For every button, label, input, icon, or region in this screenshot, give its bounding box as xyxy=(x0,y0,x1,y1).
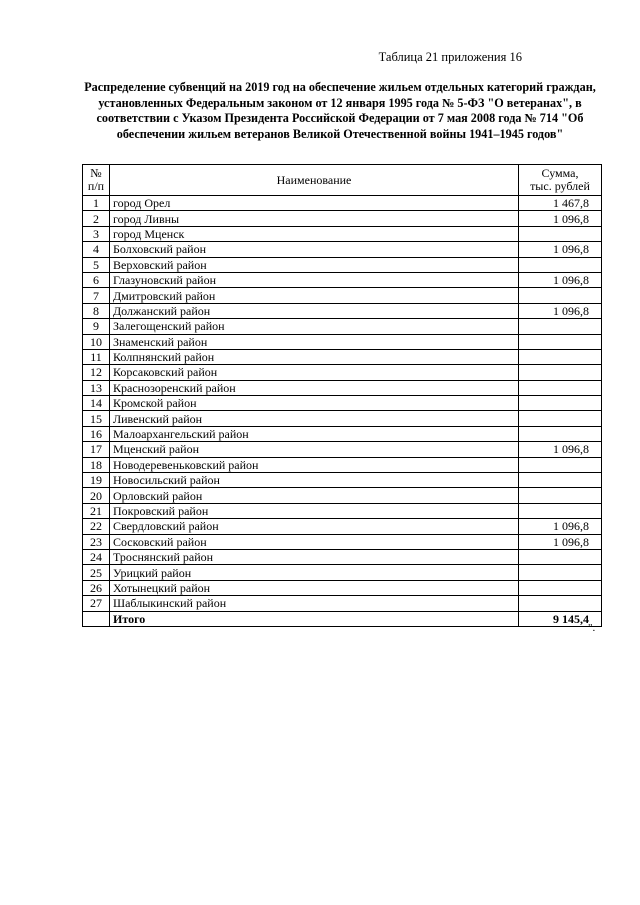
row-name: Краснозоренский район xyxy=(110,380,519,395)
row-sum xyxy=(519,396,602,411)
table-row xyxy=(83,288,602,303)
table-row xyxy=(83,349,602,364)
row-name: город Мценск xyxy=(110,226,519,241)
row-name: город Орел xyxy=(110,196,519,211)
document-title: Распределение субвенций на 2019 год на обеспечение жильем отдельных категорий граждан, установленных Федеральным законом от 12 января 1995 года № 5-ФЗ "О ветеранах", в соответствии с Указом Президента Российской Федерации от 7 мая 2008 года № 714 "Об обеспечении жильем ветеранов Великой Отечественной войны 1941–1945 годов" xyxy=(84,80,596,141)
row-name: Верховский район xyxy=(110,257,519,272)
row-name: Малоархангельский район xyxy=(110,426,519,441)
row-num: 4 xyxy=(83,242,110,257)
row-name: Дмитровский район xyxy=(110,288,519,303)
row-num: 11 xyxy=(83,349,110,364)
row-name: город Ливны xyxy=(110,211,519,226)
row-sum xyxy=(519,380,602,395)
row-sum xyxy=(519,488,602,503)
row-num: 9 xyxy=(83,319,110,334)
header-num-line1: № xyxy=(90,166,102,180)
row-num: 27 xyxy=(83,596,110,611)
row-num: 8 xyxy=(83,303,110,318)
row-name: Колпнянский район xyxy=(110,349,519,364)
table-row xyxy=(83,303,602,318)
row-num: 12 xyxy=(83,365,110,380)
row-name: Знаменский район xyxy=(110,334,519,349)
row-num: 15 xyxy=(83,411,110,426)
table-row xyxy=(83,211,602,226)
header-num-line2: п/п xyxy=(87,179,105,193)
row-sum xyxy=(519,426,602,441)
row-sum xyxy=(519,334,602,349)
row-sum: 9 145,4 xyxy=(519,611,602,626)
table-row xyxy=(83,319,602,334)
table-row xyxy=(83,334,602,349)
row-name: Орловский район xyxy=(110,488,519,503)
row-name: Троснянский район xyxy=(110,549,519,564)
row-num: 18 xyxy=(83,457,110,472)
table-row xyxy=(83,257,602,272)
row-name: Мценский район xyxy=(110,442,519,457)
row-name: Урицкий район xyxy=(110,565,519,580)
row-num: 21 xyxy=(83,503,110,518)
row-num: 20 xyxy=(83,488,110,503)
row-name: Сосковский район xyxy=(110,534,519,549)
row-name: Новодеревеньковский район xyxy=(110,457,519,472)
row-name: Болховский район xyxy=(110,242,519,257)
table-row xyxy=(83,580,602,595)
row-sum: 1 096,8 xyxy=(519,242,602,257)
row-sum: 1 096,8 xyxy=(519,519,602,534)
row-num: 13 xyxy=(83,380,110,395)
row-sum xyxy=(519,288,602,303)
row-num: 7 xyxy=(83,288,110,303)
table-row xyxy=(83,380,602,395)
row-sum xyxy=(519,596,602,611)
table-row xyxy=(83,411,602,426)
row-num: 2 xyxy=(83,211,110,226)
row-sum xyxy=(519,549,602,564)
row-name: Корсаковский район xyxy=(110,365,519,380)
row-num: 19 xyxy=(83,473,110,488)
row-name: Залегощенский район xyxy=(110,319,519,334)
row-sum: 1 096,8 xyxy=(519,303,602,318)
row-sum xyxy=(519,319,602,334)
row-num: 17 xyxy=(83,442,110,457)
header-sum-line2: тыс. рублей xyxy=(530,179,590,193)
row-sum: 1 096,8 xyxy=(519,211,602,226)
table-row xyxy=(83,549,602,564)
table-row xyxy=(83,426,602,441)
table-row xyxy=(83,457,602,472)
row-name: Хотынецкий район xyxy=(110,580,519,595)
table-row xyxy=(83,226,602,241)
row-sum xyxy=(519,473,602,488)
table-row xyxy=(83,272,602,287)
row-name: Итого xyxy=(110,611,519,626)
row-num: 3 xyxy=(83,226,110,241)
header-name: Наименование xyxy=(110,165,519,196)
row-name: Кромской район xyxy=(110,396,519,411)
table-row xyxy=(83,242,602,257)
row-num xyxy=(83,611,110,626)
row-name: Свердловский район xyxy=(110,519,519,534)
row-num: 16 xyxy=(83,426,110,441)
appendix-label: Таблица 21 приложения 16 xyxy=(378,50,522,64)
table-row xyxy=(83,396,602,411)
table-row xyxy=(83,488,602,503)
row-sum xyxy=(519,565,602,580)
row-sum: 1 096,8 xyxy=(519,442,602,457)
row-num: 5 xyxy=(83,257,110,272)
row-num: 24 xyxy=(83,549,110,564)
row-sum: 1 096,8 xyxy=(519,534,602,549)
row-num: 14 xyxy=(83,396,110,411)
row-num: 26 xyxy=(83,580,110,595)
row-name: Покровский район xyxy=(110,503,519,518)
table-row xyxy=(83,442,602,457)
row-name: Шаблыкинский район xyxy=(110,596,519,611)
row-sum xyxy=(519,226,602,241)
row-name: Ливенский район xyxy=(110,411,519,426)
table-row xyxy=(83,596,602,611)
table-row xyxy=(83,503,602,518)
row-sum: 1 467,8 xyxy=(519,196,602,211)
header-num xyxy=(83,165,110,196)
table-row xyxy=(83,519,602,534)
table-row xyxy=(83,473,602,488)
row-num: 6 xyxy=(83,272,110,287)
row-num: 22 xyxy=(83,519,110,534)
subsidy-table xyxy=(82,164,602,627)
row-sum xyxy=(519,411,602,426)
row-sum xyxy=(519,365,602,380)
row-num: 10 xyxy=(83,334,110,349)
row-sum xyxy=(519,580,602,595)
row-num: 25 xyxy=(83,565,110,580)
header-sum-line1: Сумма, xyxy=(541,166,579,180)
row-num: 1 xyxy=(83,196,110,211)
table-row xyxy=(83,565,602,580)
row-sum xyxy=(519,257,602,272)
row-sum: 1 096,8 xyxy=(519,272,602,287)
row-name: Новосильский район xyxy=(110,473,519,488)
header-sum xyxy=(519,165,602,196)
closing-mark: ". xyxy=(588,622,596,634)
table-header-row xyxy=(83,165,602,196)
row-name: Должанский район xyxy=(110,303,519,318)
table-row xyxy=(83,196,602,211)
table-row xyxy=(83,534,602,549)
table-row xyxy=(83,365,602,380)
row-sum xyxy=(519,457,602,472)
row-sum xyxy=(519,503,602,518)
row-name: Глазуновский район xyxy=(110,272,519,287)
row-sum xyxy=(519,349,602,364)
row-num: 23 xyxy=(83,534,110,549)
table-total-row xyxy=(83,611,602,626)
